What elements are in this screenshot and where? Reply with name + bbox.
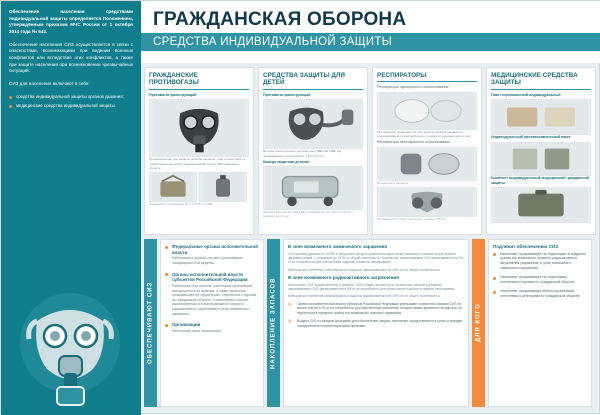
card-image-strip [149,172,249,202]
card-caption-3: Комплект индивидуальный медицинский гражданской защиты [491,176,590,185]
cards-row [144,67,596,235]
gasmask-filter-photo [199,172,247,202]
card-title: ГРАЖДАНСКИЕ ПРОТИВОГАЗЫ [149,72,249,90]
for-whom-title: Подлежат обеспечению СИЗ [493,244,559,249]
provider-desc: Работников своих организаций. [172,328,222,333]
bottom-band [144,239,596,407]
page-subtitle: СРЕДСТВА ИНДИВИДУАЛЬНОЙ ЗАЩИТЫ [141,33,600,51]
left-info-column [1,1,141,415]
stock-text-radioactive: Накопление СИЗ осуществляется в размере 100% общей численности. Количество запасов (резервов) накапливаемых СИЗ увеличивается на 5% от их потребности для обеспечения подгонки и замены неисправных. [288,282,456,292]
tab-for-whom: ДЛЯ КОГО [472,239,485,407]
anti-chemical-pack-photo [491,142,591,176]
stock-head-radioactive: В зоне возможного радиоактивного загрязнения [288,274,399,280]
tab-stockpiling: НАКОПЛЕНИЕ ЗАПАСОВ [267,239,280,407]
gas-mask-illustration [7,281,133,411]
list-item: Органы исполнительной власти субъектов Российской Федерации уменьшают количество запасов СИЗ не менее чем на 10% от их потребности для обеспечения населения, которое может временно находиться на территории в пределах границ зон возможного опасного заражения. [297,301,462,315]
card-child-protection [258,67,368,235]
reusable-respirator-photo [377,147,477,181]
list-item: медицинские средства индивидуальной защиты. [9,103,133,109]
list-item: Население, проживающее на территориях в пределах границ зон возможного опасного радиоактивного загрязнения (заражения) и (или) возможного химического заражения. [493,252,587,270]
card-civil-gasmasks [144,67,254,235]
provider-title: Организации [165,322,259,328]
disposable-respirator-photo [377,92,477,130]
stock-note-radioactive: Медицинские средства индивидуальной защиты накапливаются на 30% от их общей численности. [288,294,441,299]
list-item: Население, проживающее на территориях, отнесённых к группам по гражданской обороне. [493,275,587,284]
child-protective-camera-photo [263,166,363,210]
list-item [165,322,259,333]
card-note-secondary: Камера защитная детская КЗД-6 применяется для защиты детей в возрасте до 1,5 лет. [263,210,353,219]
card-caption: Пакет перевязочный индивидуальный [491,92,561,97]
card-caption-2: Респираторы многократного использования [377,140,451,145]
card-note: Респираторы применяются для защиты органов дыхания от радиоактивной и грунтовой пыли, а также от вредных аэрозолей. [377,130,472,139]
list-item: Выдача СИЗ из запасов (резервов) для обеспечения защиты населения осуществляется в сроки и порядке, определённые соответствующими органами. [297,319,463,329]
card-note: Предназначены для защиты органов дыхания, глаз и кожи лица от отравляющих веществ, радиоактивной пыли и бактериальных средств. [149,157,246,170]
card-title: МЕДИЦИНСКИЕ СРЕДСТВА ЗАЩИТЫ [491,72,591,90]
list-item [165,272,259,317]
provider-desc: Работников и личный состав в организациях, находящихся в их ведении. [172,256,244,266]
stock-note-chemical: Медицинские средства индивидуальной защиты накапливаются на 30% от их общей численности. [288,267,441,272]
card-caption: Противогаз фильтрующий [263,92,311,97]
first-aid-dressing-photo [491,99,591,135]
card-title: СРЕДСТВА ЗАЩИТЫ ДЛЯ ДЕТЕЙ [263,72,363,90]
stockpiling-column [283,239,469,407]
poster-header [141,1,600,63]
stock-head-chemical: В зоне возможного химического заражения [288,244,388,249]
child-gasmask-photo [263,99,363,149]
stock-numbered-list [288,302,464,329]
left-siz-list [9,94,133,109]
list-item: средства индивидуальной защиты органов дыхания; [9,94,133,100]
page-title: ГРАЖДАНСКАЯ ОБОРОНА [153,9,407,30]
card-caption-2: Индивидуальный противохимический пакет [491,135,571,140]
stock-text-chemical: СИЗ органов дыхания от АХОВ, в результате распространения которых может возникнуть опасность для жизни и здоровья людей — в размере до 100% от общей численности. Количество накапливаемых СИЗ увеличивается на 5% от их потребности для обеспечения подгонки и замены неисправных. [288,251,464,265]
card-note-secondary: Гражданские противогазы ГП-7, ГП-7В, ГП-7ВМ. [149,201,214,206]
list-item [165,244,259,266]
card-caption-2: Камера защитная детская [263,159,309,164]
respirator-half-mask-photo [377,187,477,217]
left-paragraph-2: Обеспечение населения СИЗ осуществляется в связи с опасностями, возникающими при ведении военных конфликтов или вследствие этих конфликтов, а также при защите населения при возникновении чрезвычайных ситуаций. [9,41,133,74]
card-title: РЕСПИРАТОРЫ [377,72,477,82]
card-note-secondary: Респиратор Р-2, У-2К, «Лепесток», «Кама», РПГ-67. [377,216,447,221]
medical-kit-photo [491,187,591,223]
providers-column [160,239,264,407]
card-note: Детские фильтрующие противогазы ПДФ-2Ш, ПДФ-2Д предназначены для детей от 1,5 до 17 лет. [263,149,341,158]
card-respirators [372,67,482,235]
card-caption: Респираторы однократного использования [377,85,449,90]
card-medical-means [486,67,596,235]
providers-list [165,244,259,334]
provider-title: Федеральные органы исполнительной власти [165,244,259,255]
gasmask-bag-photo [149,172,197,202]
provider-title: Органы исполнительной власти субъектов Российской Федерации [165,272,259,283]
gasmask-gp7-photo [149,99,249,157]
left-paragraph-3: СИЗ для населения включают в себя: [9,80,90,86]
left-paragraph-1: Обеспечение населения средствами индивидуальной защиты определяется Положением, утверждённым приказом МЧС России от 1 октября 2014 года № 543. [9,9,133,34]
card-caption: Противогаз фильтрующий [149,92,197,97]
for-whom-column [488,239,592,407]
list-item: Население, проживающее вблизи организаций, отнесённых к категориям по гражданской обороне. [493,289,587,298]
for-whom-list [493,252,587,299]
card-note-middle: Из комплекта фильтры [377,181,408,186]
tab-providers: ОБЕСПЕЧИВАЮТ СИЗ [144,239,157,407]
provider-desc: Работников этих органов, работников организаций, находящихся в их ведении, а также население, проживающее на территориях, отнесённых к группам по гражданской обороне, и населённых пунктов, расположенных в зонах возможного опасного радиоактивного загрязнения и (или) химического заражения. [172,284,257,316]
